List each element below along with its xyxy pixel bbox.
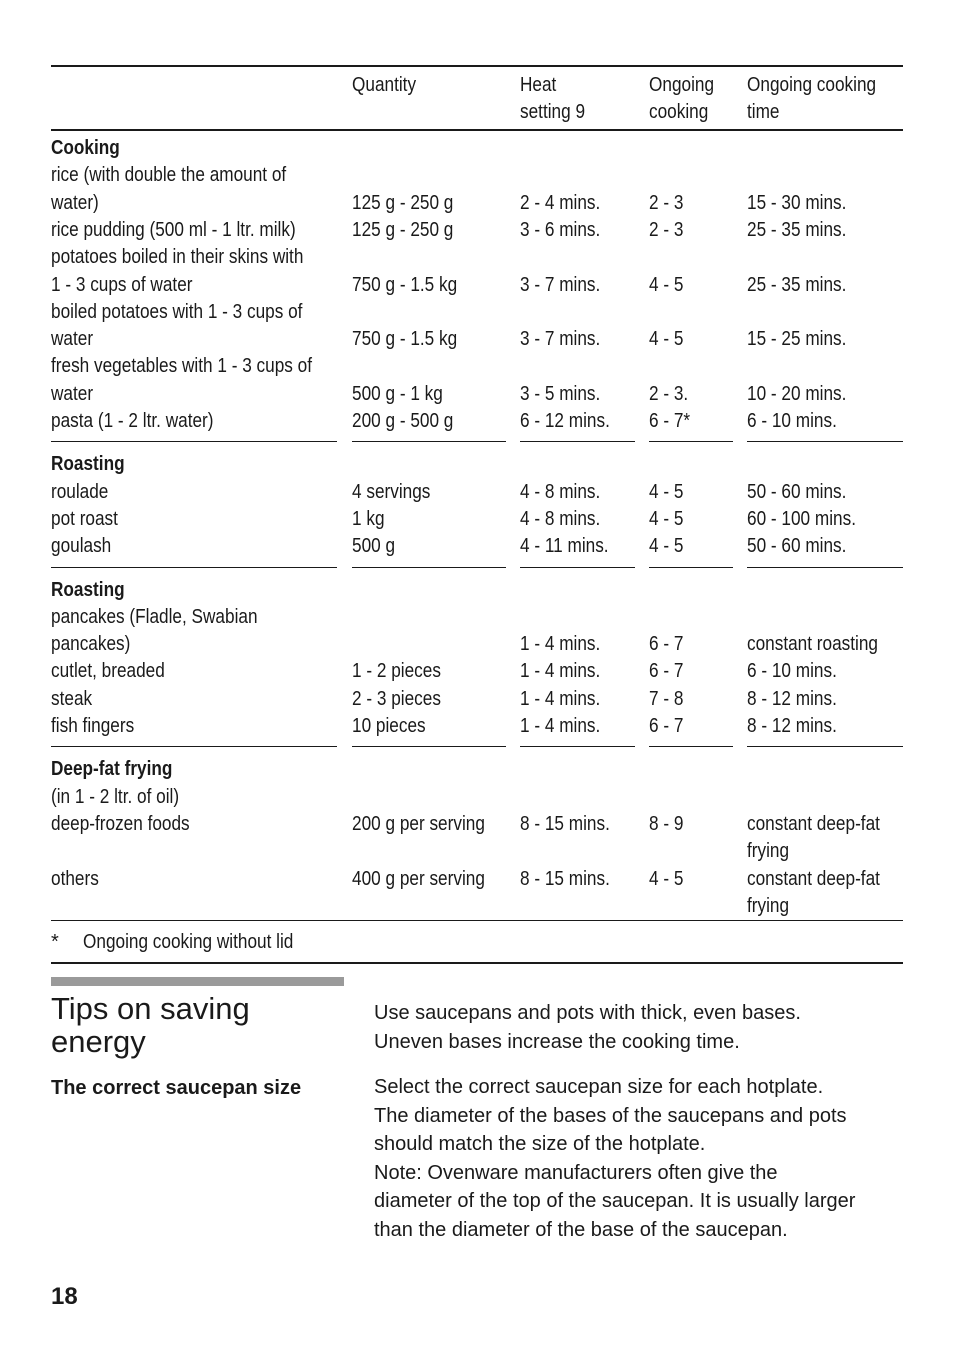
food-name: boiled potatoes with 1 - 3 cups of	[51, 300, 303, 323]
section-title: Roasting	[51, 578, 125, 601]
food-name: pancakes)	[51, 633, 131, 656]
time-cell: constant deep-fat	[747, 812, 880, 835]
page-number: 18	[51, 1283, 78, 1310]
section-rule	[51, 746, 337, 747]
heat-cell: 4 - 8 mins.	[520, 507, 601, 530]
heat-cell: 6 - 12 mins.	[520, 410, 610, 432]
section-accent-bar	[51, 977, 344, 986]
ongoing-cell: 4 - 5	[649, 507, 684, 530]
footnote-mark: *	[51, 931, 59, 954]
heat-cell: 1 - 4 mins.	[520, 633, 601, 656]
food-name: rice pudding (500 ml - 1 ltr. milk)	[51, 218, 296, 241]
food-name: pancakes (Fladle, Swabian	[51, 605, 258, 628]
time-cell: 50 - 60 mins.	[747, 535, 847, 558]
quantity-cell: 1 - 2 pieces	[352, 660, 441, 683]
food-name: water)	[51, 191, 99, 214]
quantity-cell: 500 g	[352, 535, 396, 558]
ongoing-cell: 6 - 7	[649, 715, 684, 737]
section-title: Deep-fat frying	[51, 758, 173, 781]
ongoing-cell: 4 - 5	[649, 328, 684, 351]
quantity-cell: 750 g - 1.5 kg	[352, 328, 458, 351]
heat-cell: 2 - 4 mins.	[520, 191, 601, 214]
heat-cell: 3 - 7 mins.	[520, 273, 601, 296]
section-rule	[51, 567, 337, 568]
food-name: pot roast	[51, 507, 118, 530]
section-rule	[649, 746, 733, 747]
ongoing-cell: 7 - 8	[649, 687, 684, 710]
section-rule	[649, 441, 733, 442]
heat-cell: 1 - 4 mins.	[520, 715, 601, 737]
section-rule	[747, 746, 903, 747]
heat-cell: 4 - 8 mins.	[520, 480, 601, 503]
header-quantity: Quantity	[352, 74, 417, 96]
ongoing-cell: 4 - 5	[649, 535, 684, 558]
time-cell: 25 - 35 mins.	[747, 273, 847, 296]
time-cell: 8 - 12 mins.	[747, 687, 837, 710]
tips-title: Tips on saving energy	[51, 991, 250, 1059]
heat-cell: 3 - 6 mins.	[520, 218, 601, 241]
quantity-cell: 750 g - 1.5 kg	[352, 273, 458, 296]
time-cell-cont: frying	[747, 840, 790, 863]
food-name: water	[51, 328, 94, 351]
food-name: goulash	[51, 535, 112, 558]
ongoing-cell: 6 - 7	[649, 660, 684, 683]
quantity-cell: 10 pieces	[352, 715, 426, 737]
section-rule	[352, 441, 506, 442]
section-rule	[352, 567, 506, 568]
ongoing-cell: 4 - 5	[649, 867, 684, 890]
food-name: rice (with double the amount of	[51, 164, 287, 187]
quantity-cell: 2 - 3 pieces	[352, 687, 441, 710]
food-name: deep-frozen foods	[51, 812, 190, 835]
ongoing-cell: 8 - 9	[649, 812, 684, 835]
food-name: others	[51, 867, 99, 890]
time-cell: 10 - 20 mins.	[747, 382, 847, 405]
food-name: potatoes boiled in their skins with	[51, 246, 304, 269]
quantity-cell: 4 servings	[352, 480, 431, 503]
section-rule	[747, 567, 903, 568]
ongoing-cell: 6 - 7	[649, 633, 684, 656]
food-name: water	[51, 382, 94, 405]
time-cell: 6 - 10 mins.	[747, 660, 837, 683]
heat-cell: 1 - 4 mins.	[520, 687, 601, 710]
ongoing-cell: 4 - 5	[649, 273, 684, 296]
header-ongoing-cooking-time: Ongoing cooking time	[747, 74, 877, 123]
tips-body: Select the correct saucepan size for each hotplate. The diameter of the bases of the saucepans and pots should match the size of the hotplate. Note: Ovenware manufacturers often give the diameter of the top of the saucepan. It is usually larger than the diameter of the base of the saucepan.	[374, 1076, 856, 1241]
food-name: fresh vegetables with 1 - 3 cups of	[51, 355, 313, 378]
section-note: (in 1 - 2 ltr. of oil)	[51, 785, 180, 808]
time-cell: 60 - 100 mins.	[747, 507, 856, 530]
heat-cell: 4 - 11 mins.	[520, 535, 609, 558]
footnote-rule	[51, 920, 903, 921]
section-rule	[51, 441, 337, 442]
food-name: fish fingers	[51, 715, 135, 737]
table-header	[51, 65, 903, 131]
header-heat-setting: Heat setting 9	[520, 74, 586, 123]
section-rule	[747, 441, 903, 442]
food-name: pasta (1 - 2 ltr. water)	[51, 410, 214, 432]
time-cell: constant roasting	[747, 633, 879, 656]
heat-cell: 1 - 4 mins.	[520, 660, 601, 683]
food-name: roulade	[51, 480, 109, 503]
time-cell-cont: frying	[747, 894, 790, 917]
heat-cell: 8 - 15 mins.	[520, 867, 610, 890]
ongoing-cell: 2 - 3	[649, 191, 684, 214]
food-name: 1 - 3 cups of water	[51, 273, 193, 296]
section-rule	[520, 746, 635, 747]
tips-subheading: The correct saucepan size	[51, 1077, 302, 1099]
footnote-bottom-rule	[51, 962, 903, 964]
quantity-cell: 200 g per serving	[352, 812, 485, 835]
section-rule	[520, 567, 635, 568]
header-ongoing-cooking: Ongoing cooking	[649, 74, 715, 123]
header-rule	[51, 129, 903, 131]
time-cell: 8 - 12 mins.	[747, 715, 837, 737]
heat-cell: 3 - 7 mins.	[520, 328, 601, 351]
time-cell: 50 - 60 mins.	[747, 480, 847, 503]
food-name: cutlet, breaded	[51, 660, 165, 683]
section-rule	[352, 746, 506, 747]
time-cell: 15 - 30 mins.	[747, 191, 847, 214]
ongoing-cell: 2 - 3	[649, 218, 684, 241]
heat-cell: 8 - 15 mins.	[520, 812, 610, 835]
time-cell: 25 - 35 mins.	[747, 218, 847, 241]
footnote-text: Ongoing cooking without lid	[83, 931, 294, 954]
quantity-cell: 1 kg	[352, 507, 385, 530]
quantity-cell: 500 g - 1 kg	[352, 382, 443, 405]
section-rule	[649, 567, 733, 568]
section-rule	[520, 441, 635, 442]
tips-intro: Use saucepans and pots with thick, even bases. Uneven bases increase the cooking time.	[374, 1002, 801, 1053]
quantity-cell: 125 g - 250 g	[352, 218, 454, 241]
ongoing-cell: 2 - 3.	[649, 382, 689, 405]
ongoing-cell: 6 - 7*	[649, 410, 691, 432]
heat-cell: 3 - 5 mins.	[520, 382, 601, 405]
time-cell: 6 - 10 mins.	[747, 410, 837, 432]
section-title: Cooking	[51, 137, 120, 159]
section-title: Roasting	[51, 453, 125, 476]
quantity-cell: 200 g - 500 g	[352, 410, 454, 432]
food-name: steak	[51, 687, 93, 710]
time-cell: constant deep-fat	[747, 867, 880, 890]
time-cell: 15 - 25 mins.	[747, 328, 847, 351]
quantity-cell: 400 g per serving	[352, 867, 485, 890]
quantity-cell: 125 g - 250 g	[352, 191, 454, 214]
ongoing-cell: 4 - 5	[649, 480, 684, 503]
